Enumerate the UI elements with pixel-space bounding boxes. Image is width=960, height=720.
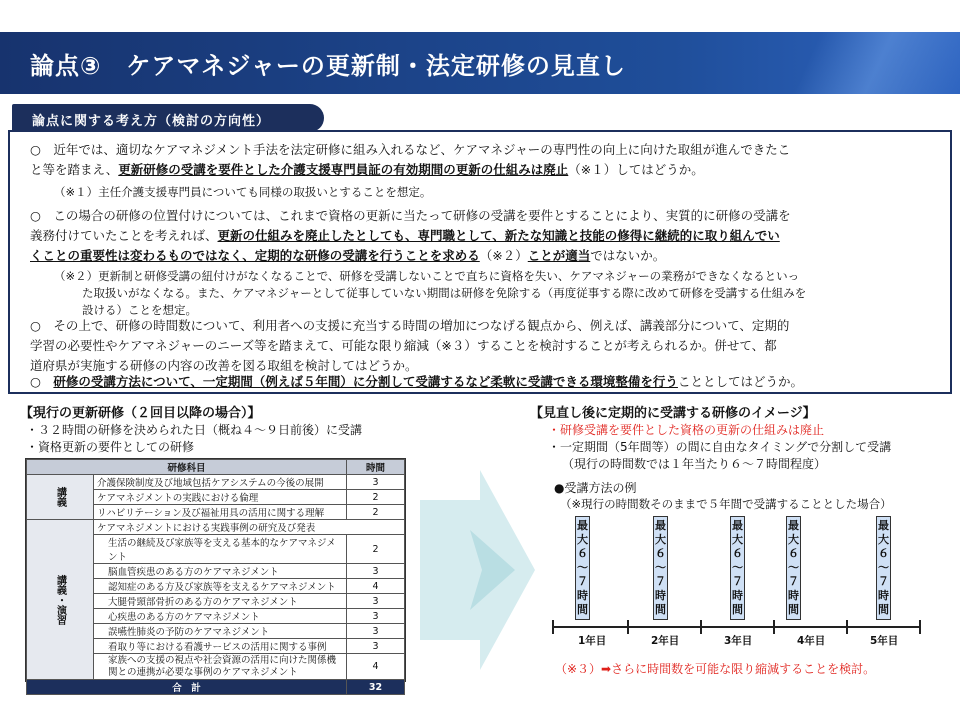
hours-cell: 2	[347, 535, 405, 564]
session-bar-char: ６	[655, 547, 666, 560]
subject-cell: リハビリテーション及び福祉用具の活用に関する理解	[94, 505, 347, 520]
hours-cell: 4	[347, 579, 405, 594]
paragraph-2-emphasis-3: ことが適当	[527, 248, 591, 263]
subject-cell: 看取り等における看護サービスの活用に関する事例	[94, 639, 347, 654]
current-training-title: 【現行の更新研修（２回目以降の場合）】	[20, 406, 261, 421]
subject-cell: 認知症のある方及び家族等を支えるケアマネジメント	[94, 579, 347, 594]
hours-cell: 2	[347, 490, 405, 505]
practice-header-cell: ケアマネジメントにおける実践事例の研究及び発表	[94, 520, 405, 535]
session-bar-char: 大	[577, 533, 588, 546]
current-bullet-1: ・３２時間の研修を決められた日（概ね４～９日前後）に受講	[26, 423, 363, 437]
paragraph-1-line-2	[30, 160, 950, 180]
note-2	[54, 268, 944, 319]
paragraph-1-line-1: ○ 近年では、適切なケアマネジメント手法を法定研修に組み入れるなど、ケアマネジャーの専門性の向上に向けた取組が進んできたこ	[30, 142, 791, 157]
page-header	[0, 32, 960, 94]
future-line-2: ・一定期間（5年間等）の間に自由なタイミングで分割して受講	[548, 440, 892, 454]
paragraph-4-bullet: ○	[30, 374, 54, 389]
paragraph-3-line-1: ○ その上で、研修の時間数について、利用者への支援に充当する時間の増加につなげる観点から、例えば、講義部分について、定期的	[30, 318, 790, 333]
subject-cell: 大腿骨頸部骨折のある方のケアマネジメント	[94, 594, 347, 609]
session-bar-4	[786, 516, 801, 620]
session-bar-char: 大	[788, 533, 799, 546]
paragraph-2	[30, 206, 950, 266]
footnote-3: （※３）➡さらに時間数を可能な限り縮減することを検討。	[555, 662, 876, 676]
hours-cell: 3	[347, 475, 405, 490]
hours-cell: 3	[347, 564, 405, 579]
paragraph-2-text: 義務付けていたことを考えれば、	[30, 228, 218, 243]
hours-cell: 3	[347, 609, 405, 624]
session-bar-5	[876, 516, 891, 620]
timeline-axis	[552, 626, 920, 628]
subject-cell: 脳血管疾患のある方のケアマネジメント	[94, 564, 347, 579]
session-bar-char: ７	[878, 575, 889, 588]
transition-arrow-icon	[420, 470, 535, 670]
session-bar-char: ７	[732, 575, 743, 588]
session-bar-1	[575, 516, 590, 620]
year-label-4: 4年目	[797, 635, 826, 647]
training-subject-table	[26, 459, 405, 695]
session-bar-char: ６	[878, 547, 889, 560]
session-bar-2	[653, 516, 668, 620]
year-label-3: 3年目	[724, 635, 753, 647]
session-bar-3	[730, 516, 745, 620]
total-label: 合 計	[27, 680, 347, 695]
arrow-shape	[420, 470, 535, 670]
note-1: （※１）主任介護支援専門員についても同様の取扱いとすることを想定。	[54, 185, 432, 199]
session-bar-char: 時	[732, 589, 743, 602]
paragraph-2-emphasis: 更新の仕組みを廃止したとしても、専門職として、新たな知識と技能の修得に継続的に取り組んでい	[217, 228, 780, 243]
paragraph-2-tail: ではないか。	[590, 248, 666, 263]
subject-cell: 介護保険制度及び地域包括ケアシステムの今後の展開	[94, 475, 347, 490]
hours-cell: 4	[347, 654, 405, 680]
paragraph-2-line-1: ○ この場合の研修の位置付けについては、これまで資格の更新に当たって研修の受講を要件とすることにより、実質的に研修の受講を	[30, 208, 791, 223]
session-bar-char: ６	[732, 547, 743, 560]
session-bar-char: 最	[577, 519, 588, 532]
paragraph-4-tail: こととしてはどうか。	[677, 374, 803, 389]
timeline-tick	[773, 620, 775, 634]
hours-cell: 3	[347, 639, 405, 654]
timeline-tick	[700, 620, 702, 634]
session-bar-char: 時	[788, 589, 799, 602]
subject-cell: 家族への支援の視点や社会資源の活用に向けた関係機関との連携が必要な事例のケアマネジメント	[94, 654, 347, 680]
session-bar-char: ～	[732, 561, 743, 574]
example-title: ●受講方法の例	[554, 481, 637, 495]
session-bar-char: 間	[577, 603, 588, 616]
note-2-line-3: 設ける）ことを想定。	[82, 303, 197, 317]
session-bar-char: ７	[577, 575, 588, 588]
current-bullet-2: ・資格更新の要件としての研修	[26, 440, 195, 454]
session-bar-char: 間	[732, 603, 743, 616]
hours-cell: 3	[347, 594, 405, 609]
discussion-box	[8, 130, 952, 394]
session-bar-char: 大	[732, 533, 743, 546]
table-total-row	[27, 680, 405, 695]
session-bar-char: 最	[878, 519, 889, 532]
paragraph-4	[30, 372, 950, 392]
session-bar-char: 最	[788, 519, 799, 532]
table-header-row	[27, 460, 405, 475]
timeline-tick	[627, 620, 629, 634]
session-bar-char: ６	[577, 547, 588, 560]
table-row	[27, 520, 405, 535]
subject-cell: 誤嚥性肺炎の予防のケアマネジメント	[94, 624, 347, 639]
header-accent	[750, 32, 960, 94]
subject-cell: ケアマネジメントの実践における倫理	[94, 490, 347, 505]
paragraph-3-line-2: 学習の必要性やケアマネジャーのニーズ等を踏まえて、可能な限り縮減（※３）することを検討することが考えられるか。併せて、都	[30, 338, 777, 353]
future-line-1: ・研修受講を要件とした資格の更新の仕組みは廃止	[548, 423, 825, 437]
subject-cell: 生活の継続及び家族等を支える基本的なケアマネジメント	[94, 535, 347, 564]
timeline-tick	[846, 620, 848, 634]
paragraph-2-emphasis-2: くことの重要性は変わるものではなく、定期的な研修の受講を行うことを求める	[30, 248, 480, 263]
note-2-line-2: た取扱いがなくなる。また、ケアマネジャーとして従事していない期間は研修を免除する（再度従事する際に改めて研修を受講する仕組みを	[82, 286, 807, 300]
session-bar-char: 間	[655, 603, 666, 616]
session-bar-char: ７	[655, 575, 666, 588]
paragraph-1-tail: （※１）してはどうか。	[568, 162, 704, 177]
session-bar-char: 時	[655, 589, 666, 602]
session-bar-char: 大	[655, 533, 666, 546]
session-bar-char: 最	[732, 519, 743, 532]
paragraph-1-emphasis: 更新研修の受講を要件とした介護支援専門員証の有効期間の更新の仕組みは廃止	[118, 162, 569, 177]
session-bar-char: 最	[655, 519, 666, 532]
session-bar-char: ～	[655, 561, 666, 574]
session-bar-char: 時	[878, 589, 889, 602]
session-bar-char: ～	[788, 561, 799, 574]
timeline-tick	[919, 620, 921, 634]
session-bar-char: 間	[788, 603, 799, 616]
category-lecture: 講義	[27, 475, 94, 520]
paragraph-3-line-3: 道府県が実施する研修の内容の改善を図る取組を検討してはどうか。	[30, 358, 418, 373]
session-bar-char: ７	[788, 575, 799, 588]
session-bar-char: 時	[577, 589, 588, 602]
year-label-5: 5年目	[870, 635, 899, 647]
session-bar-char: 間	[878, 603, 889, 616]
subject-cell: 心疾患のある方のケアマネジメント	[94, 609, 347, 624]
future-line-3: （現行の時間数では１年当たり６～７時間程度）	[562, 457, 827, 471]
future-training-title: 【見直し後に定期的に受講する研修のイメージ】	[530, 406, 816, 421]
page-title: 論点③ ケアマネジャーの更新制・法定研修の見直し	[30, 52, 626, 80]
training-table	[25, 458, 406, 694]
session-bar-char: ６	[788, 547, 799, 560]
session-bar-char: 大	[878, 533, 889, 546]
session-bar-char: ～	[577, 561, 588, 574]
paragraph-1-text: と等を踏まえ、	[30, 162, 119, 177]
table-row	[27, 475, 405, 490]
year-label-2: 2年目	[651, 635, 680, 647]
hours-cell: 3	[347, 624, 405, 639]
paragraph-2-line-3	[30, 246, 950, 266]
note-2-line-1: （※２）更新制と研修受講の紐付けがなくなることで、研修を受講しないことで直ちに資格を失い、ケアマネジャーの業務ができなくなるといっ	[54, 269, 800, 283]
paragraph-3	[30, 316, 950, 376]
paragraph-4-emphasis: 研修の受講方法について、一定期間（例えば５年間）に分割して受講するなど柔軟に受講できる環境整備を行う	[53, 374, 678, 389]
paragraph-2-line-2	[30, 226, 950, 246]
col-hours-header: 時間	[347, 460, 405, 475]
hours-cell: 2	[347, 505, 405, 520]
session-bar-char: ～	[878, 561, 889, 574]
year-label-1: 1年目	[578, 635, 607, 647]
col-subject-header: 研修科目	[27, 460, 347, 475]
example-note: （※現行の時間数そのままで５年間で受講することとした場合）	[560, 497, 892, 511]
timeline-tick	[552, 620, 554, 634]
paragraph-2-ref: （※２）	[479, 248, 528, 263]
category-practice: 講義・演習	[27, 520, 94, 680]
total-hours: 32	[347, 680, 405, 695]
section-tag: 論点に関する考え方（検討の方向性）	[12, 104, 324, 132]
paragraph-1	[30, 140, 950, 180]
